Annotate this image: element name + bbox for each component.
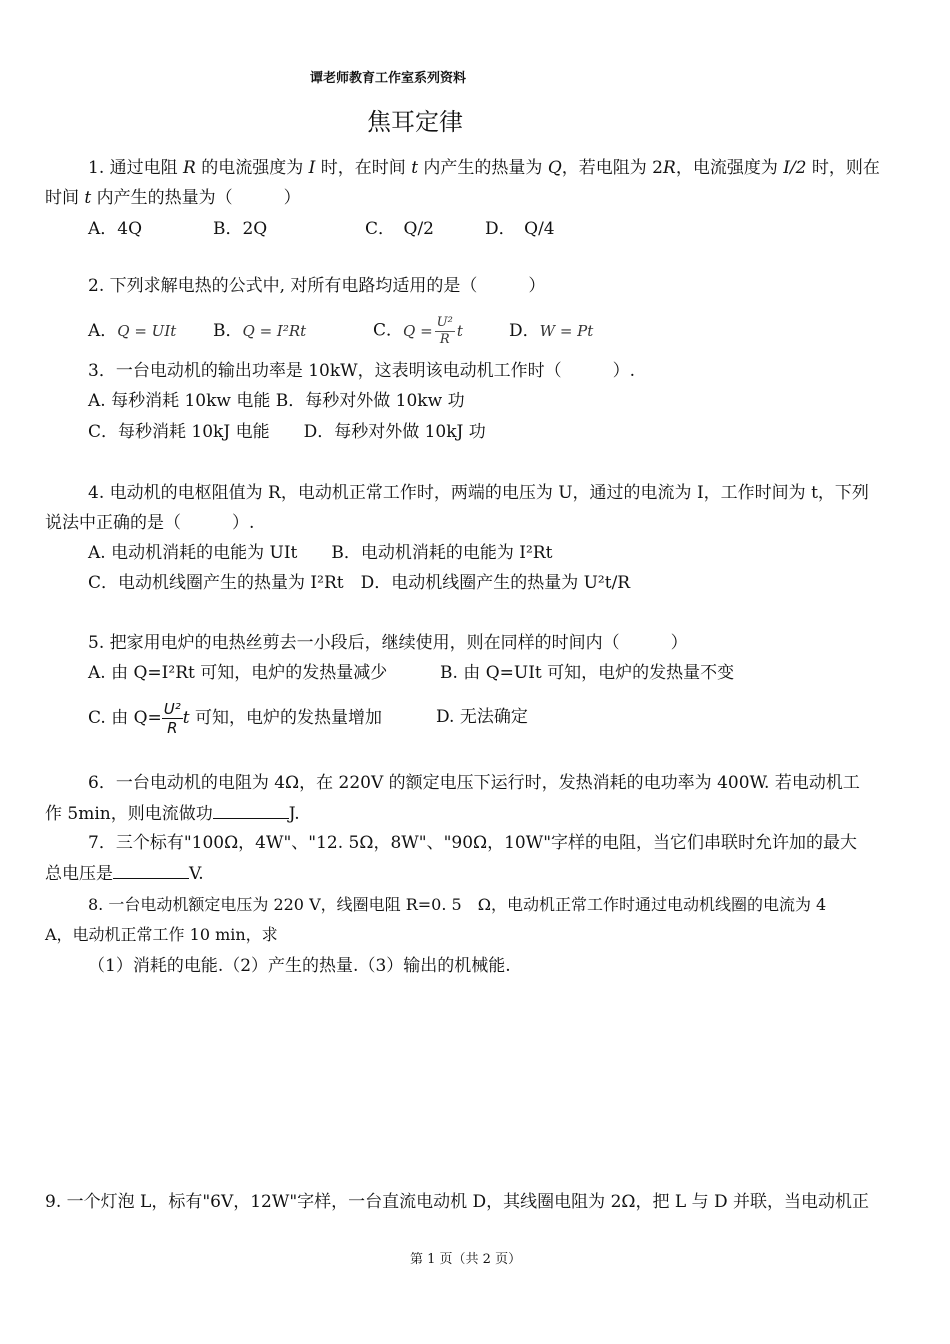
question-1-line-1: 1. 通过电阻 R 的电流强度为 I 时，在时间 t 内产生的热量为 Q，若电阻为 2R，电流强度为 I/2 时，则在 <box>88 158 880 178</box>
question-8-line-1: 8. 一台电动机额定电压为 220 V，线圈电阻 R=0. 5 Ω，电动机正常工作时通过电动机线圈的电流为 4 <box>88 895 827 914</box>
document-header: 谭老师教育工作室系列资料 <box>310 71 467 86</box>
page-title: 焦耳定律 <box>367 108 463 136</box>
question-8-line-2: A，电动机正常工作 10 min，求 <box>45 925 278 944</box>
question-3-options-ab: A. 每秒消耗 10kw 电能 B．每秒对外做 10kw 功 <box>88 391 465 411</box>
q2-option-c-label: C． <box>373 320 404 341</box>
fraction: $\frac{\text{U²}}{R}$ <box>436 315 453 347</box>
question-2-stem: 2. 下列求解电热的公式中, 对所有电路均适用的是（ ） <box>88 276 546 296</box>
q2-option-a-formula: Q = UIt <box>117 321 177 340</box>
q2-option-b-label: B． <box>213 320 243 341</box>
answer-blank[interactable] <box>213 802 289 819</box>
question-3-options-cd: C．每秒消耗 10kJ 电能 D．每秒对外做 10kJ 功 <box>88 422 486 442</box>
q2-option-d-formula: W = Pt <box>539 321 594 340</box>
question-4-options-ab: A. 电动机消耗的电能为 UIt B．电动机消耗的电能为 I²Rt <box>88 543 553 563</box>
q2-option-b-formula: Q = I²Rt <box>242 321 307 340</box>
q5-option-a: A. 由 Q=I²Rt 可知，电炉的发热量减少 <box>88 663 388 683</box>
question-9-line-1: 9. 一个灯泡 L，标有"6V，12W"字样，一台直流电动机 D，其线圈电阻为 2Ω，把 L 与 D 并联，当电动机正 <box>45 1192 870 1212</box>
question-4-line-1: 4. 电动机的电枢阻值为 R，电动机正常工作时，两端的电压为 U，通过的电流为 I，工作时间为 t，下列 <box>88 483 869 503</box>
page-footer: 第 1 页（共 2 页） <box>410 1252 522 1267</box>
q5-option-b: B. 由 Q=UIt 可知，电炉的发热量不变 <box>440 663 735 683</box>
q2-option-a-label: A． <box>88 320 118 341</box>
q1-option-c: C． Q/2 <box>365 219 434 239</box>
q5-option-c: C. 由 Q= $\frac{\text{U²}}{R}$ t 可知，电炉的发热量增加 <box>88 700 383 737</box>
q2-option-d-label: D． <box>509 320 540 341</box>
q5-option-d: D. 无法确定 <box>436 707 528 727</box>
q1-option-a: A．4Q <box>88 219 143 239</box>
question-4-line-2: 说法中正确的是（ ）. <box>45 513 255 533</box>
question-4-options-cd: C．电动机线圈产生的热量为 I²Rt D．电动机线圈产生的热量为 U²t/R <box>88 573 631 593</box>
answer-blank[interactable] <box>113 862 189 879</box>
question-8-line-3: （1）消耗的电能.（2）产生的热量.（3）输出的机械能. <box>88 956 511 976</box>
fraction: $\frac{\text{U²}}{R}$ <box>163 700 181 737</box>
question-1-line-2: 时间 t 内产生的热量为（ ） <box>45 188 301 208</box>
question-6-line-2: 作 5min，则电流做功 J. <box>45 804 300 824</box>
question-6-line-1: 6．一台电动机的电阻为 4Ω，在 220V 的额定电压下运行时，发热消耗的电功率为 400W. 若电动机工 <box>88 773 860 793</box>
q2-option-c-formula: Q = $\frac{\text{U²}}{R}$ t <box>403 315 463 347</box>
question-2-options <box>88 315 593 355</box>
question-3-stem: 3．一台电动机的输出功率是 10kW，这表明该电动机工作时（ ）. <box>88 361 636 381</box>
question-1-options <box>88 218 555 240</box>
question-7-line-1: 7．三个标有"100Ω，4W"、"12. 5Ω，8W"、"90Ω，10W"字样的电阻，当它们串联时允许加的最大 <box>88 833 858 853</box>
question-7-line-2: 总电压是 V. <box>45 864 204 884</box>
question-5-stem: 5. 把家用电炉的电热丝剪去一小段后，继续使用，则在同样的时间内（ ） <box>88 633 688 653</box>
q1-option-b: B．2Q <box>213 219 268 239</box>
q1-option-d: D． Q/4 <box>485 219 555 239</box>
